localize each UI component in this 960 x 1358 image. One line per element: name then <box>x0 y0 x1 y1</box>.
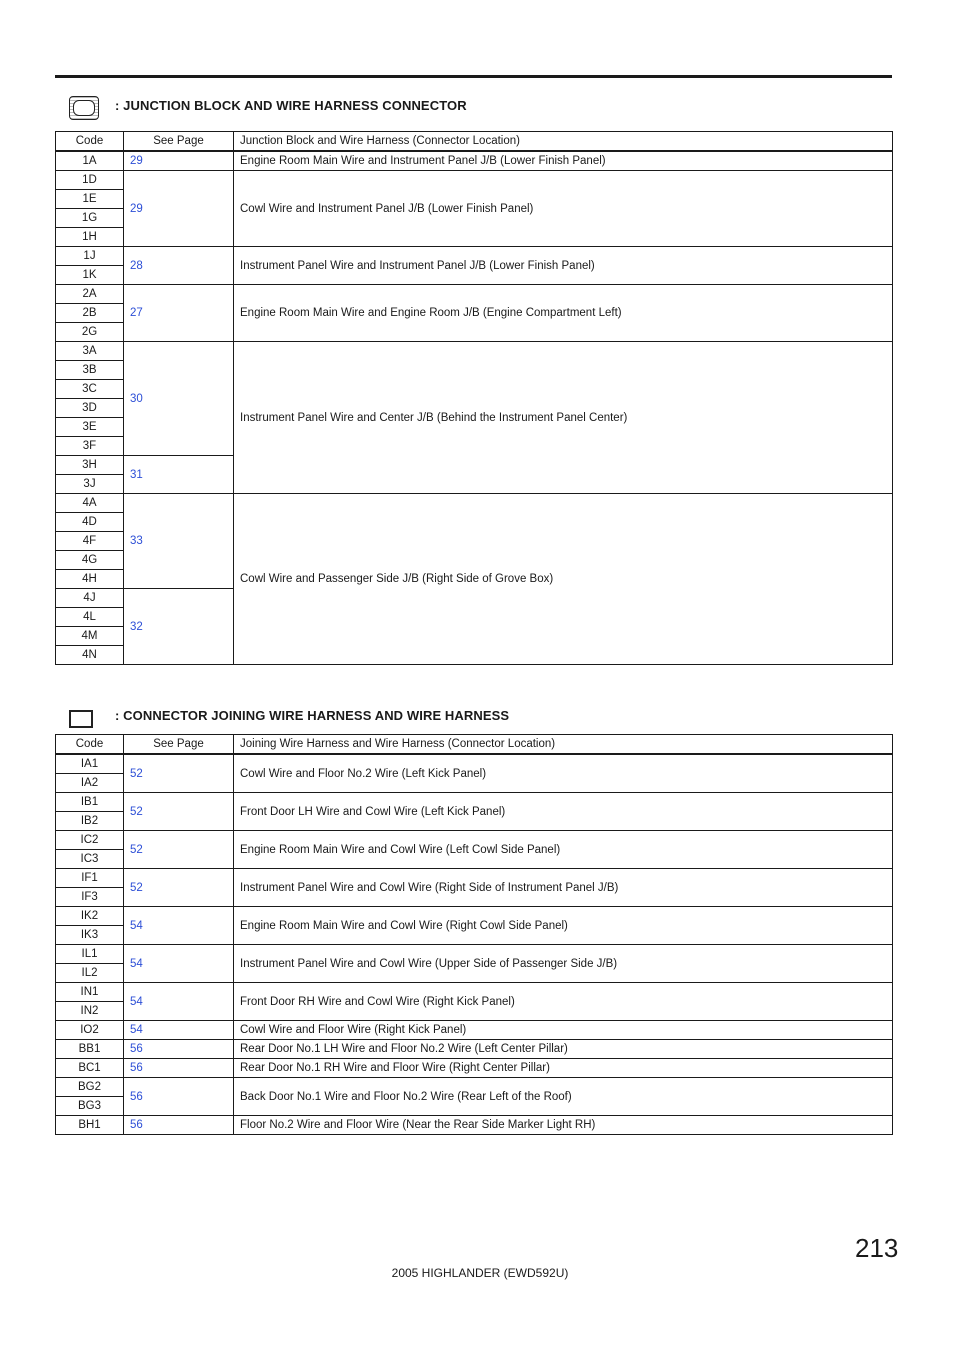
section-title: : CONNECTOR JOINING WIRE HARNESS AND WIRE HARNESS <box>115 708 510 723</box>
see-page-link[interactable]: 28 <box>124 247 234 285</box>
code-cell: 4N <box>56 646 124 665</box>
see-page-link[interactable]: 27 <box>124 285 234 342</box>
see-page-link[interactable]: 29 <box>124 151 234 171</box>
code-cell: 3D <box>56 399 124 418</box>
table-row <box>56 907 893 926</box>
code-cell: 1H <box>56 228 124 247</box>
table-row <box>56 869 893 888</box>
code-cell: 3A <box>56 342 124 361</box>
see-page-link[interactable]: 56 <box>124 1040 234 1059</box>
code-cell: IO2 <box>56 1021 124 1040</box>
code-cell: IC2 <box>56 831 124 850</box>
code-cell: 1G <box>56 209 124 228</box>
code-cell: IN2 <box>56 1002 124 1021</box>
see-page-link[interactable]: 56 <box>124 1059 234 1078</box>
location-cell: Back Door No.1 Wire and Floor No.2 Wire (Rear Left of the Roof) <box>234 1078 893 1116</box>
see-page-link[interactable]: 30 <box>124 342 234 456</box>
code-cell: IA2 <box>56 774 124 793</box>
header-see-page: See Page <box>124 132 234 152</box>
see-page-link[interactable]: 32 <box>124 589 234 665</box>
header-code: Code <box>56 735 124 755</box>
code-cell: 2G <box>56 323 124 342</box>
code-cell: IA1 <box>56 754 124 774</box>
location-cell: Cowl Wire and Floor Wire (Right Kick Panel) <box>234 1021 893 1040</box>
location-cell: Rear Door No.1 RH Wire and Floor Wire (Right Center Pillar) <box>234 1059 893 1078</box>
table-row <box>56 831 893 850</box>
table-row <box>56 793 893 812</box>
section-title: : JUNCTION BLOCK AND WIRE HARNESS CONNECTOR <box>115 98 467 113</box>
code-cell: 4L <box>56 608 124 627</box>
code-cell: 3C <box>56 380 124 399</box>
code-cell: 1K <box>56 266 124 285</box>
code-cell: BG2 <box>56 1078 124 1097</box>
see-page-link[interactable]: 54 <box>124 907 234 945</box>
location-cell: Engine Room Main Wire and Instrument Panel J/B (Lower Finish Panel) <box>234 151 893 171</box>
section-heading-junction-block <box>55 96 895 126</box>
location-cell: Front Door RH Wire and Cowl Wire (Right Kick Panel) <box>234 983 893 1021</box>
connector-symbol-icon <box>69 710 93 728</box>
see-page-link[interactable]: 56 <box>124 1116 234 1135</box>
code-cell: 3H <box>56 456 124 475</box>
code-cell: 4J <box>56 589 124 608</box>
code-cell: IK3 <box>56 926 124 945</box>
code-cell: IC3 <box>56 850 124 869</box>
location-cell: Front Door LH Wire and Cowl Wire (Left Kick Panel) <box>234 793 893 831</box>
table-row <box>56 342 893 361</box>
code-cell: 1D <box>56 171 124 190</box>
table-row <box>56 1078 893 1097</box>
location-cell: Instrument Panel Wire and Cowl Wire (Upper Side of Passenger Side J/B) <box>234 945 893 983</box>
code-cell: IF3 <box>56 888 124 907</box>
code-cell: BC1 <box>56 1059 124 1078</box>
code-cell: BH1 <box>56 1116 124 1135</box>
code-cell: 2B <box>56 304 124 323</box>
table-row <box>56 945 893 964</box>
table-header-row <box>56 132 893 152</box>
code-cell: BB1 <box>56 1040 124 1059</box>
code-cell: 1E <box>56 190 124 209</box>
code-cell: 1J <box>56 247 124 266</box>
table-row <box>56 1021 893 1040</box>
table-row <box>56 1040 893 1059</box>
location-cell: Cowl Wire and Instrument Panel J/B (Lower Finish Panel) <box>234 171 893 247</box>
see-page-link[interactable]: 33 <box>124 494 234 589</box>
table-row <box>56 983 893 1002</box>
code-cell: IL2 <box>56 964 124 983</box>
code-cell: 2A <box>56 285 124 304</box>
code-cell: IF1 <box>56 869 124 888</box>
code-cell: IK2 <box>56 907 124 926</box>
code-cell: 4F <box>56 532 124 551</box>
code-cell: 3B <box>56 361 124 380</box>
header-location: Joining Wire Harness and Wire Harness (Connector Location) <box>234 735 893 755</box>
code-cell: 4M <box>56 627 124 646</box>
see-page-link[interactable]: 56 <box>124 1078 234 1116</box>
page-number: 213 <box>855 1233 899 1263</box>
table-row <box>56 247 893 266</box>
junction-block-table <box>55 131 893 665</box>
see-page-link[interactable]: 52 <box>124 754 234 793</box>
header-location: Junction Block and Wire Harness (Connector Location) <box>234 132 893 152</box>
table-header-row <box>56 735 893 755</box>
code-cell: 4D <box>56 513 124 532</box>
location-cell: Cowl Wire and Passenger Side J/B (Right Side of Grove Box) <box>234 494 893 665</box>
code-cell: 4A <box>56 494 124 513</box>
see-page-link[interactable]: 52 <box>124 869 234 907</box>
header-code: Code <box>56 132 124 152</box>
table-row <box>56 1116 893 1135</box>
top-rule <box>55 75 892 78</box>
code-cell: IB1 <box>56 793 124 812</box>
see-page-link[interactable]: 54 <box>124 983 234 1021</box>
code-cell: BG3 <box>56 1097 124 1116</box>
code-cell: IB2 <box>56 812 124 831</box>
table-row <box>56 1059 893 1078</box>
location-cell: Instrument Panel Wire and Instrument Panel J/B (Lower Finish Panel) <box>234 247 893 285</box>
section-heading-connector <box>55 706 895 736</box>
location-cell: Engine Room Main Wire and Cowl Wire (Left Cowl Side Panel) <box>234 831 893 869</box>
location-cell: Floor No.2 Wire and Floor Wire (Near the Rear Side Marker Light RH) <box>234 1116 893 1135</box>
connector-table <box>55 734 893 1135</box>
junction-block-symbol-icon <box>69 96 99 120</box>
table-row <box>56 494 893 513</box>
table-row <box>56 171 893 190</box>
location-cell: Engine Room Main Wire and Cowl Wire (Right Cowl Side Panel) <box>234 907 893 945</box>
see-page-link[interactable]: 29 <box>124 171 234 247</box>
location-cell: Instrument Panel Wire and Cowl Wire (Right Side of Instrument Panel J/B) <box>234 869 893 907</box>
code-cell: 3F <box>56 437 124 456</box>
header-see-page: See Page <box>124 735 234 755</box>
see-page-link[interactable]: 31 <box>124 456 234 494</box>
code-cell: 3J <box>56 475 124 494</box>
see-page-link[interactable]: 52 <box>124 831 234 869</box>
location-cell: Engine Room Main Wire and Engine Room J/B (Engine Compartment Left) <box>234 285 893 342</box>
see-page-link[interactable]: 52 <box>124 793 234 831</box>
location-cell: Cowl Wire and Floor No.2 Wire (Left Kick Panel) <box>234 754 893 793</box>
see-page-link[interactable]: 54 <box>124 1021 234 1040</box>
code-cell: 4H <box>56 570 124 589</box>
code-cell: 1A <box>56 151 124 171</box>
location-cell: Instrument Panel Wire and Center J/B (Behind the Instrument Panel Center) <box>234 342 893 494</box>
code-cell: 3E <box>56 418 124 437</box>
code-cell: IN1 <box>56 983 124 1002</box>
table-row <box>56 754 893 774</box>
code-cell: IL1 <box>56 945 124 964</box>
table-row <box>56 151 893 171</box>
footer: 2005 HIGHLANDER (EWD592U) <box>391 1266 569 1280</box>
location-cell: Rear Door No.1 LH Wire and Floor No.2 Wire (Left Center Pillar) <box>234 1040 893 1059</box>
see-page-link[interactable]: 54 <box>124 945 234 983</box>
code-cell: 4G <box>56 551 124 570</box>
table-row <box>56 285 893 304</box>
